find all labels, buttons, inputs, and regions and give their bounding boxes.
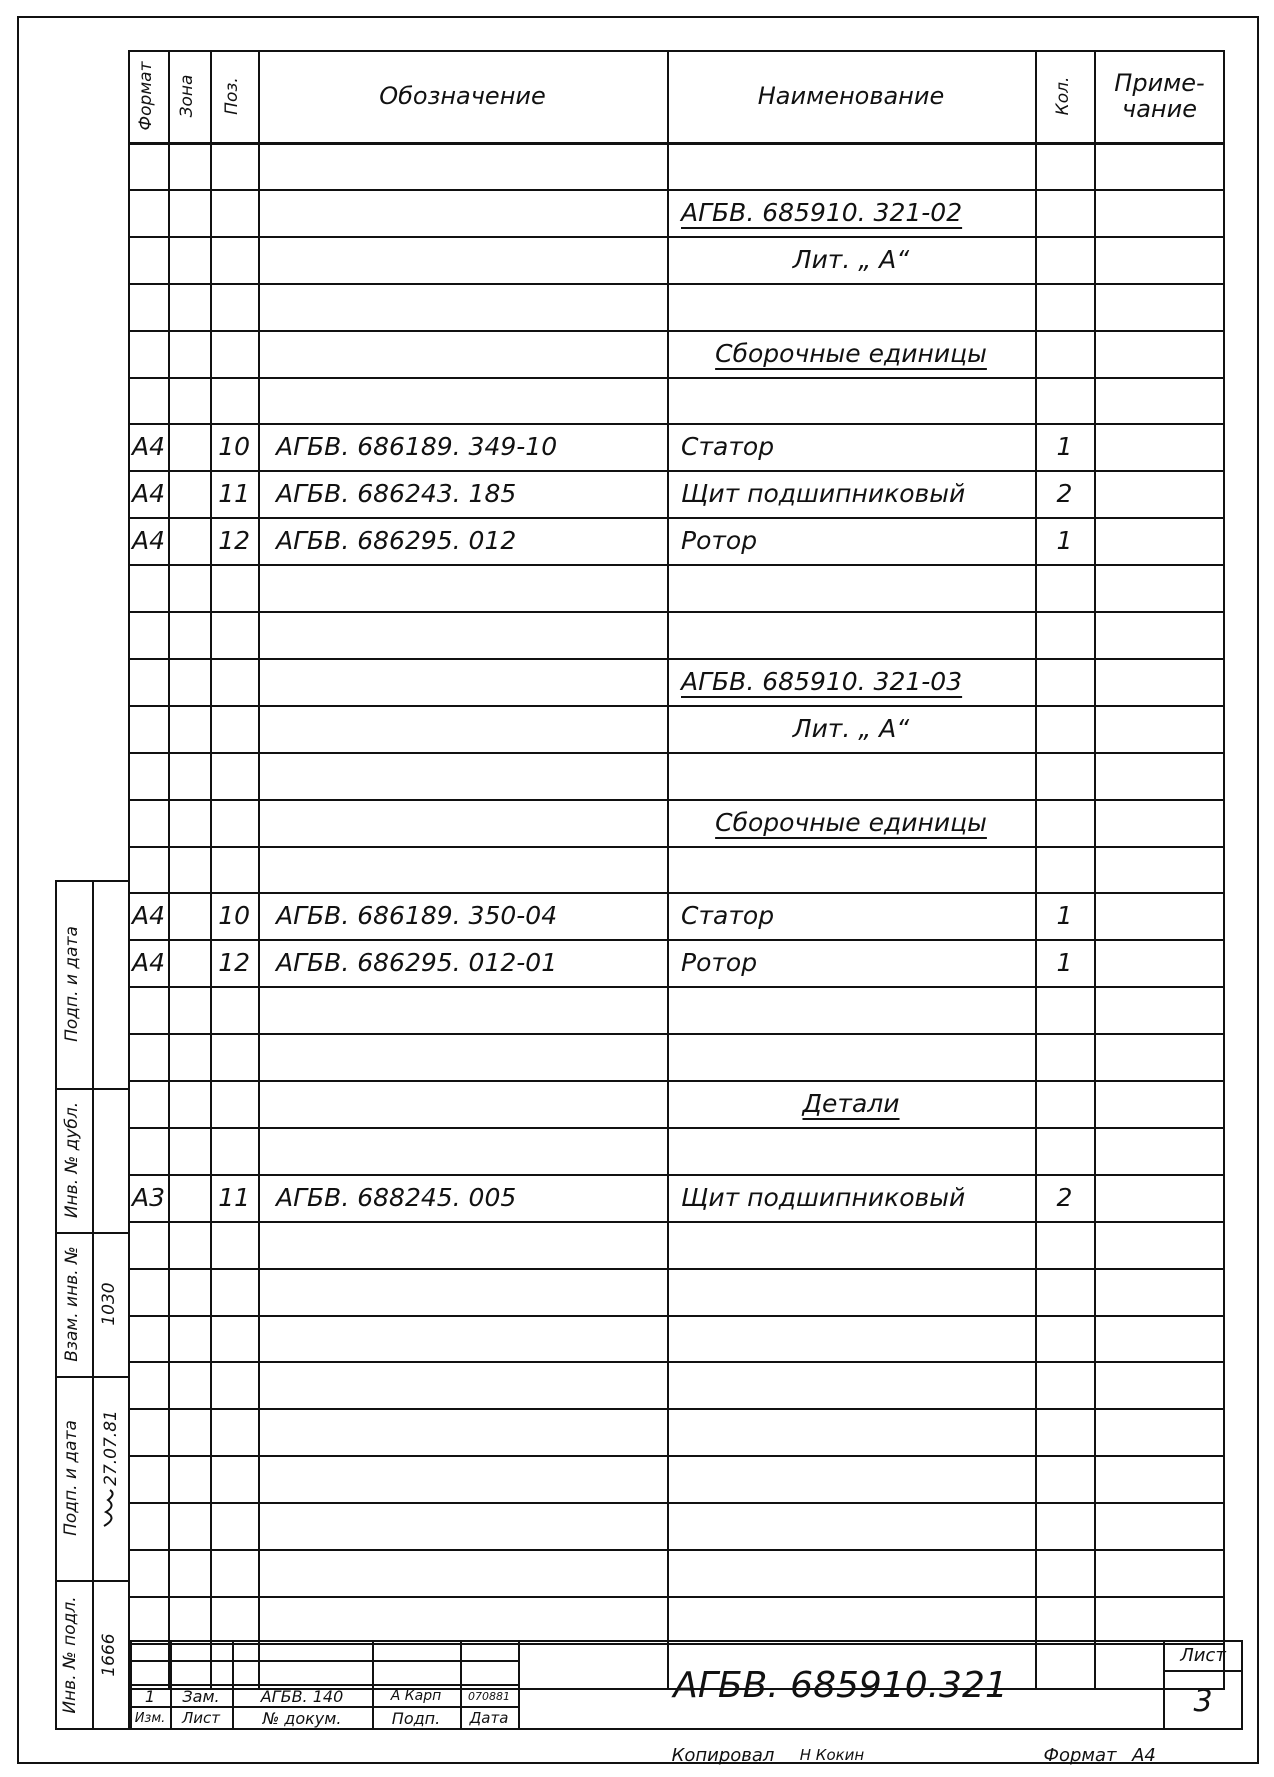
cell-qty: 1 bbox=[1056, 526, 1073, 555]
cell-format: А4 bbox=[132, 479, 166, 508]
cell-pos bbox=[210, 658, 258, 705]
tb-col-data: Дата bbox=[469, 1709, 509, 1727]
cell-designation bbox=[258, 1408, 667, 1455]
side-value-podp-data-bottom: 27.07.81 bbox=[101, 1410, 121, 1486]
cell-designation bbox=[258, 330, 667, 377]
cell-qty bbox=[1035, 283, 1094, 330]
cell-pos bbox=[210, 1455, 258, 1502]
cell-designation: АГБВ. 688245. 005 bbox=[276, 1183, 517, 1212]
cell-qty bbox=[1035, 658, 1094, 705]
cell-name: Статор bbox=[681, 901, 775, 930]
cell-designation bbox=[258, 377, 667, 424]
cell-qty bbox=[1035, 1549, 1094, 1596]
cell-format bbox=[128, 658, 168, 705]
cell-pos bbox=[210, 1361, 258, 1408]
cell-qty bbox=[1035, 986, 1094, 1033]
cell-pos bbox=[210, 330, 258, 377]
cell-format bbox=[128, 1502, 168, 1549]
cell-designation: АГБВ. 686295. 012-01 bbox=[276, 948, 558, 977]
side-label-inv-dubl: Инв. № дубл. bbox=[62, 1101, 82, 1219]
cell-name bbox=[667, 377, 1035, 424]
cell-pos bbox=[210, 1502, 258, 1549]
cell-name bbox=[667, 1033, 1035, 1080]
cell-designation bbox=[258, 1502, 667, 1549]
cell-format: А4 bbox=[132, 432, 166, 461]
cell-name bbox=[667, 1408, 1035, 1455]
cell-format bbox=[128, 611, 168, 658]
cell-format bbox=[128, 1455, 168, 1502]
cell-pos bbox=[210, 283, 258, 330]
cell-name: Щит подшипниковый bbox=[681, 1183, 966, 1212]
cell-format bbox=[128, 1268, 168, 1315]
cell-qty bbox=[1035, 1315, 1094, 1362]
cell-format bbox=[128, 142, 168, 189]
cell-qty: 2 bbox=[1056, 1183, 1073, 1212]
footer-copied-by: Н Кокин bbox=[799, 1746, 865, 1764]
cell-format bbox=[128, 189, 168, 236]
header-designation: Обозначение bbox=[379, 81, 546, 110]
spec-column-line bbox=[168, 50, 170, 1690]
header-format: Формат bbox=[136, 61, 156, 131]
cell-format bbox=[128, 1221, 168, 1268]
cell-pos bbox=[210, 846, 258, 893]
cell-pos bbox=[210, 1033, 258, 1080]
cell-name bbox=[667, 1127, 1035, 1174]
tb-date-value: 070881 bbox=[468, 1689, 510, 1703]
cell-format bbox=[128, 1033, 168, 1080]
cell-designation bbox=[258, 1315, 667, 1362]
cell-designation bbox=[258, 799, 667, 846]
footer-format-value: А4 bbox=[1132, 1744, 1156, 1766]
section-heading: АГБВ. 685910. 321-03 bbox=[681, 667, 963, 696]
cell-qty bbox=[1035, 1080, 1094, 1127]
cell-qty: 1 bbox=[1056, 432, 1073, 461]
cell-designation bbox=[258, 1361, 667, 1408]
cell-qty bbox=[1035, 1221, 1094, 1268]
signature-scribble bbox=[100, 1488, 122, 1528]
cell-qty bbox=[1035, 1408, 1094, 1455]
cell-designation: АГБВ. 686243. 185 bbox=[276, 479, 517, 508]
cell-name: Щит подшипниковый bbox=[681, 479, 966, 508]
cell-pos bbox=[210, 377, 258, 424]
section-heading: Сборочные единицы bbox=[715, 808, 987, 837]
cell-format: А4 bbox=[132, 948, 166, 977]
cell-designation bbox=[258, 1268, 667, 1315]
cell-qty: 1 bbox=[1056, 901, 1073, 930]
cell-format bbox=[128, 1127, 168, 1174]
cell-name bbox=[667, 752, 1035, 799]
cell-qty bbox=[1035, 705, 1094, 752]
cell-format bbox=[128, 1549, 168, 1596]
cell-designation bbox=[258, 1080, 667, 1127]
cell-name bbox=[667, 142, 1035, 189]
cell-pos: 10 bbox=[218, 901, 250, 930]
tb-signature: А Карп bbox=[390, 1688, 442, 1704]
cell-pos bbox=[210, 799, 258, 846]
cell-designation bbox=[258, 986, 667, 1033]
cell-qty bbox=[1035, 611, 1094, 658]
section-heading: Детали bbox=[802, 1089, 900, 1118]
cell-name bbox=[667, 1455, 1035, 1502]
cell-pos: 11 bbox=[218, 1183, 250, 1212]
cell-name: Ротор bbox=[681, 948, 758, 977]
footer-format-label: Формат bbox=[1043, 1744, 1117, 1766]
cell-pos bbox=[210, 1315, 258, 1362]
cell-format bbox=[128, 377, 168, 424]
cell-qty bbox=[1035, 799, 1094, 846]
tb-col-list: Лист bbox=[181, 1709, 220, 1727]
cell-pos bbox=[210, 1080, 258, 1127]
tb-sheet-no: 3 bbox=[1193, 1683, 1213, 1719]
cell-designation bbox=[258, 846, 667, 893]
cell-pos: 11 bbox=[218, 479, 250, 508]
cell-qty bbox=[1035, 1268, 1094, 1315]
side-stamp-divider bbox=[92, 880, 94, 1730]
cell-designation bbox=[258, 1221, 667, 1268]
cell-qty bbox=[1035, 564, 1094, 611]
cell-designation bbox=[258, 611, 667, 658]
header-zone: Зона bbox=[177, 74, 197, 118]
cell-designation bbox=[258, 1455, 667, 1502]
tb-sheet-label: Лист bbox=[1180, 1644, 1226, 1666]
cell-designation bbox=[258, 752, 667, 799]
section-heading: Сборочные единицы bbox=[715, 339, 987, 368]
cell-name bbox=[667, 1315, 1035, 1362]
cell-pos bbox=[210, 986, 258, 1033]
tb-line bbox=[130, 1660, 518, 1662]
cell-pos bbox=[210, 705, 258, 752]
cell-pos bbox=[210, 1127, 258, 1174]
cell-format bbox=[128, 1361, 168, 1408]
cell-name bbox=[667, 1596, 1035, 1643]
cell-pos bbox=[210, 236, 258, 283]
cell-designation bbox=[258, 1033, 667, 1080]
side-label-podp-data-top: Подп. и дата bbox=[62, 926, 82, 1042]
cell-format: А3 bbox=[132, 1183, 166, 1212]
tb-change-type: Зам. bbox=[182, 1686, 220, 1706]
cell-designation bbox=[258, 1127, 667, 1174]
cell-name: Статор bbox=[681, 432, 775, 461]
cell-qty bbox=[1035, 1361, 1094, 1408]
cell-name bbox=[667, 1221, 1035, 1268]
cell-format bbox=[128, 236, 168, 283]
cell-format bbox=[128, 564, 168, 611]
header-note-line1: Приме- bbox=[1114, 68, 1205, 97]
footer-copied-label: Копировал bbox=[671, 1744, 775, 1766]
cell-name: Ротор bbox=[681, 526, 758, 555]
cell-designation bbox=[258, 1549, 667, 1596]
cell-designation: АГБВ. 686295. 012 bbox=[276, 526, 517, 555]
cell-name bbox=[667, 846, 1035, 893]
cell-pos bbox=[210, 1549, 258, 1596]
cell-qty bbox=[1035, 846, 1094, 893]
cell-qty bbox=[1035, 330, 1094, 377]
cell-qty bbox=[1035, 1033, 1094, 1080]
tb-col-izm: Изм. bbox=[134, 1710, 166, 1726]
header-note-line2: чание bbox=[1122, 95, 1197, 123]
cell-designation bbox=[258, 236, 667, 283]
cell-pos bbox=[210, 142, 258, 189]
cell-pos bbox=[210, 189, 258, 236]
cell-qty bbox=[1035, 142, 1094, 189]
cell-name: Лит. „ А“ bbox=[792, 245, 910, 274]
cell-designation: АГБВ. 686189. 349-10 bbox=[276, 432, 558, 461]
side-value-inv-podl: 1666 bbox=[99, 1633, 119, 1677]
cell-qty bbox=[1035, 377, 1094, 424]
cell-pos: 10 bbox=[218, 432, 250, 461]
cell-name bbox=[667, 1268, 1035, 1315]
cell-designation: АГБВ. 686189. 350-04 bbox=[276, 901, 558, 930]
header-note bbox=[1094, 50, 1225, 142]
cell-pos bbox=[210, 1596, 258, 1643]
cell-name: Лит. „ А“ bbox=[792, 714, 910, 743]
side-label-podp-data-bottom: Подп. и дата bbox=[61, 1420, 81, 1536]
cell-format bbox=[128, 705, 168, 752]
cell-designation bbox=[258, 283, 667, 330]
cell-qty bbox=[1035, 236, 1094, 283]
spec-column-line bbox=[1094, 50, 1096, 1690]
cell-qty bbox=[1035, 1455, 1094, 1502]
section-heading: АГБВ. 685910. 321-02 bbox=[681, 198, 963, 227]
cell-format bbox=[128, 846, 168, 893]
cell-designation bbox=[258, 705, 667, 752]
tb-doc-no: АГБВ. 140 bbox=[260, 1686, 344, 1706]
header-name: Наименование bbox=[757, 81, 945, 110]
cell-designation bbox=[258, 564, 667, 611]
cell-pos: 12 bbox=[218, 526, 250, 555]
cell-qty bbox=[1035, 1596, 1094, 1643]
cell-pos bbox=[210, 1268, 258, 1315]
cell-name bbox=[667, 283, 1035, 330]
header-pos: Поз. bbox=[222, 77, 242, 115]
side-label-inv-podl: Инв. № подл. bbox=[60, 1596, 80, 1714]
cell-pos bbox=[210, 564, 258, 611]
cell-pos: 12 bbox=[218, 948, 250, 977]
cell-format bbox=[128, 986, 168, 1033]
side-value-vzam-inv: 1030 bbox=[99, 1282, 119, 1326]
cell-qty: 2 bbox=[1056, 479, 1073, 508]
cell-designation bbox=[258, 1596, 667, 1643]
cell-format bbox=[128, 1080, 168, 1127]
cell-format bbox=[128, 283, 168, 330]
cell-qty: 1 bbox=[1056, 948, 1073, 977]
cell-format bbox=[128, 799, 168, 846]
cell-format bbox=[128, 1315, 168, 1362]
side-label-vzam-inv: Взам. инв. № bbox=[62, 1246, 82, 1362]
cell-name bbox=[667, 986, 1035, 1033]
cell-name bbox=[667, 564, 1035, 611]
tb-designation: АГБВ. 685910.321 bbox=[673, 1664, 1008, 1706]
cell-pos bbox=[210, 1408, 258, 1455]
cell-designation bbox=[258, 142, 667, 189]
cell-format bbox=[128, 1596, 168, 1643]
cell-name bbox=[667, 1549, 1035, 1596]
cell-name bbox=[667, 1502, 1035, 1549]
tb-col-podp: Подп. bbox=[391, 1708, 441, 1728]
cell-format: А4 bbox=[132, 526, 166, 555]
cell-pos bbox=[210, 611, 258, 658]
cell-qty bbox=[1035, 189, 1094, 236]
cell-qty bbox=[1035, 1502, 1094, 1549]
header-qty: Кол. bbox=[1052, 76, 1073, 116]
cell-name bbox=[667, 611, 1035, 658]
cell-format bbox=[128, 1408, 168, 1455]
cell-format bbox=[128, 752, 168, 799]
cell-format: А4 bbox=[132, 901, 166, 930]
cell-format bbox=[128, 330, 168, 377]
cell-qty bbox=[1035, 752, 1094, 799]
cell-designation bbox=[258, 189, 667, 236]
cell-qty bbox=[1035, 1127, 1094, 1174]
cell-pos bbox=[210, 752, 258, 799]
cell-designation bbox=[258, 658, 667, 705]
tb-col-doc: № докум. bbox=[262, 1708, 342, 1728]
cell-name bbox=[667, 1361, 1035, 1408]
tb-change-no: 1 bbox=[144, 1686, 156, 1706]
cell-pos bbox=[210, 1221, 258, 1268]
